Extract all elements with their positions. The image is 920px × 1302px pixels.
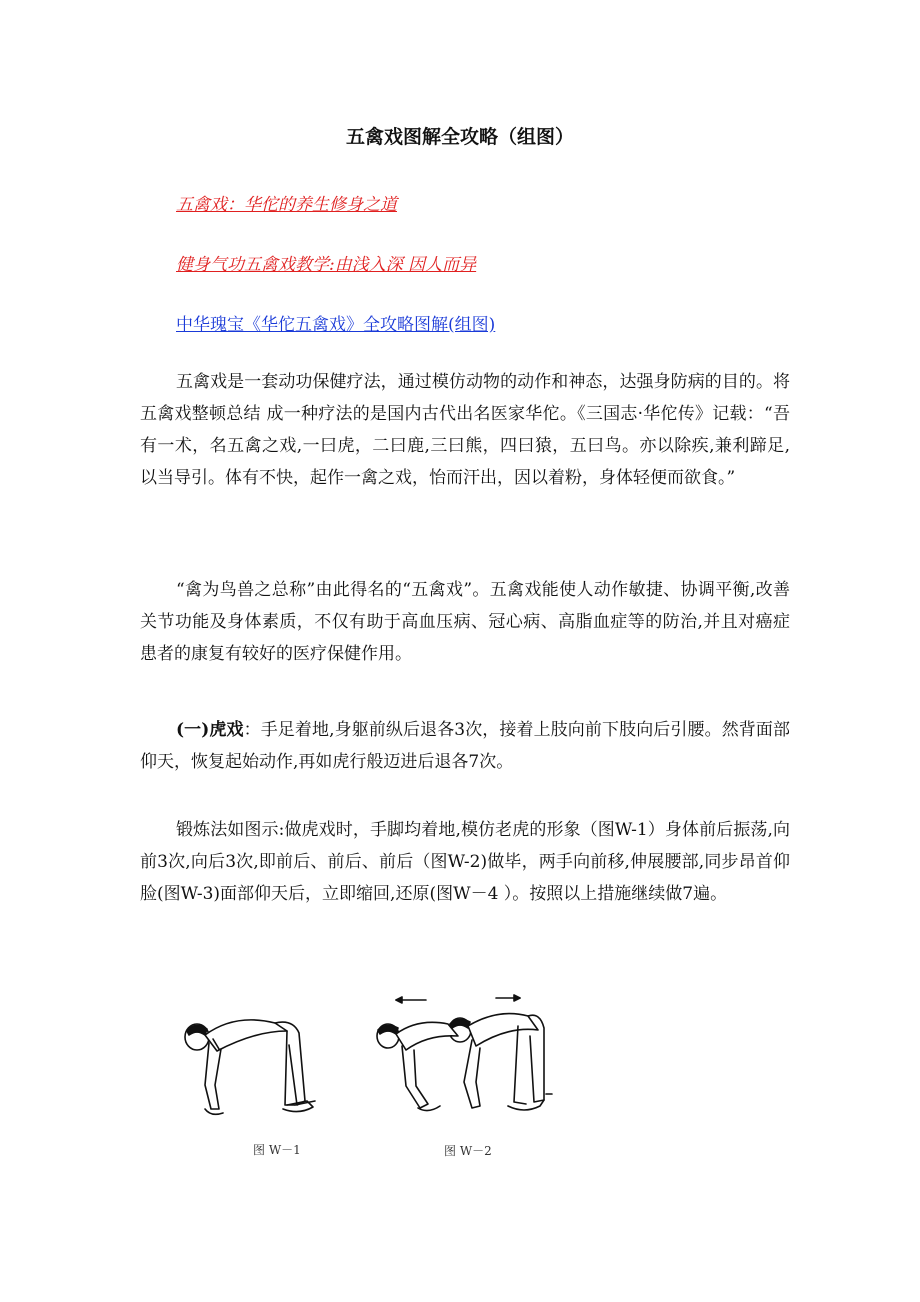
tiger-pose-illustration-2 [368, 990, 558, 1125]
link-wuqinxi-huatuo[interactable]: 五禽戏：华佗的养生修身之道 [176, 195, 397, 215]
paragraph-method: 锻炼法如图示:做虎戏时，手脚均着地,模仿老虎的形象（图W-1）身体前后振荡,向前3次,向后3次,即前后、前后、前后（图W-2)做毕，两手向前移,伸展腰部,同步昂首仰脸(图W-3)面部仰天后，立即缩回,还原(图W－4 ）。按照以上措施继续做7遍。 [140, 820, 790, 904]
figure-w1 [175, 1005, 335, 1155]
section-label-tiger: (一)虎戏 [176, 720, 244, 740]
paragraph-intro: 五禽戏是一套动功保健疗法，通过模仿动物的动作和神态，达强身防病的目的。将五禽戏整顿总结 成一种疗法的是国内古代出名医家华佗。《三国志·华佗传》记载：“吾有一术，名五禽之戏,一曰虎，二曰鹿,三曰熊，四曰猿，五曰鸟。亦以除疾,兼利蹄足, 以当导引。体有不快，起作一禽之戏，怡而汗出，因以着粉，身体轻便而欲食。” [140, 372, 790, 488]
page-title: 五禽戏图解全攻略（组图） [345, 126, 574, 148]
figure-caption: 图 W－1 [253, 1143, 301, 1157]
link-wuqinxi-teaching[interactable]: 健身气功五禽戏教学:由浅入深 因人而异 [176, 255, 477, 275]
figure-caption: 图 W－2 [444, 1144, 492, 1158]
tiger-pose-illustration-1 [175, 1005, 335, 1125]
figure-w2 [368, 990, 558, 1160]
link-wuqinxi-guide[interactable]: 中华瑰宝《华佗五禽戏》全攻略图解(组图) [176, 315, 496, 335]
paragraph-origin: “禽为鸟兽之总称”由此得名的“五禽戏”。五禽戏能使人动作敏捷、协调平衡,改善关节功能及身体素质，不仅有助于高血压病、冠心病、高脂血症等的防治,并且对癌症患者的康复有较好的医疗保健作用。 [140, 580, 790, 664]
paragraph-tiger [140, 714, 790, 778]
paragraph-tiger-text: ：手足着地,身躯前纵后退各3次，接着上肢向前下肢向后引腰。然背面部仰天，恢复起始动作,再如虎行般迈进后退各7次。 [140, 720, 791, 772]
